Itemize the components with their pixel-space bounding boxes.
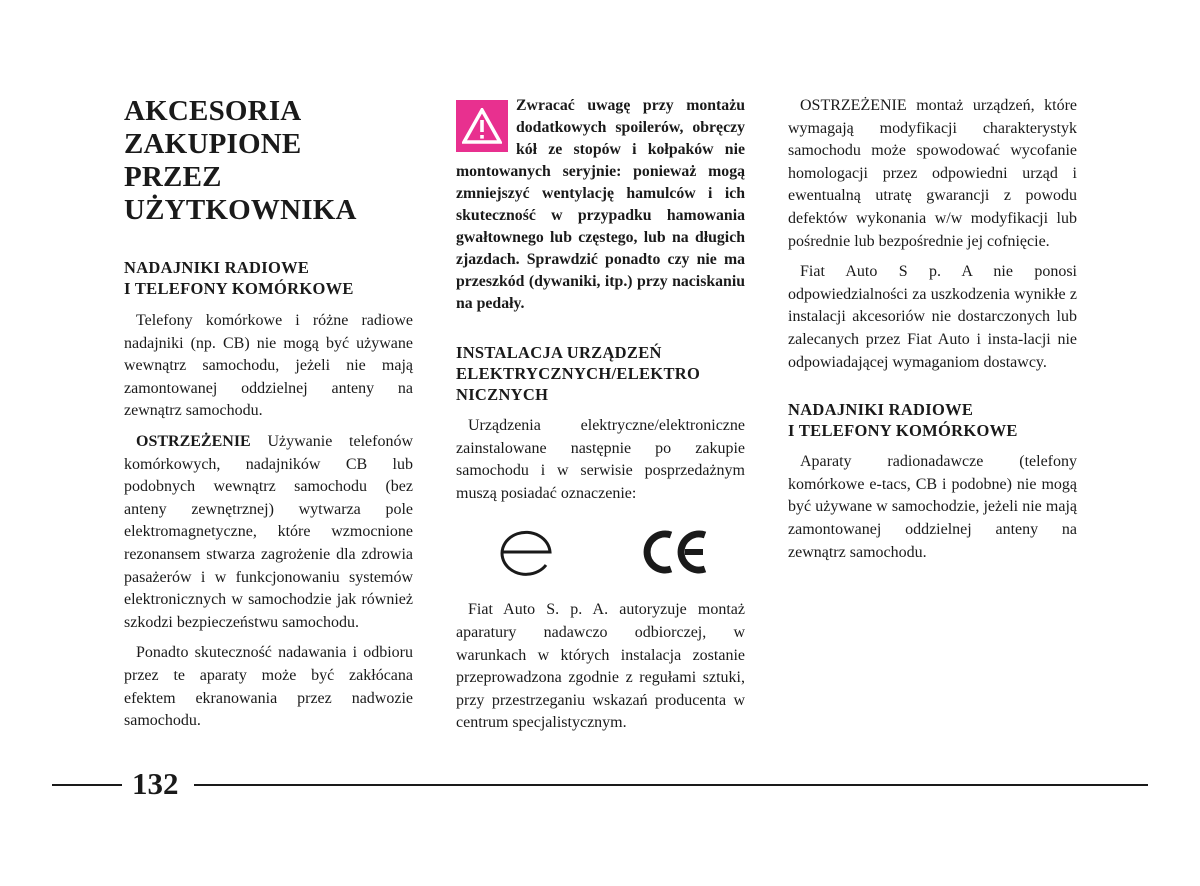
paragraph: Urządzenia elektryczne/elektroniczne zainstalowane następnie po zakupie samochodu i w serwisie posprzedażnym muszą posiadać oznaczenie: [456,417,745,502]
page-title [124,95,413,227]
paragraph: Ponadto skuteczność nadawania i odbioru przez te aparaty może być zakłócana efektem ekranowania przez nadwozie samochodu. [124,644,413,730]
ce-mark-icon [631,522,721,582]
subheading-line: NICZNYCH [456,385,549,404]
page-number: 132 [132,766,179,801]
subheading-radio-transmitters [788,399,1077,441]
warning-triangle-icon [456,100,508,152]
title-line: UŻYTKOWNIKA [124,194,357,226]
warning-paragraph [124,431,413,634]
warning-box [456,95,745,315]
column-left [124,95,413,733]
title-line: AKCESORIA [124,95,302,127]
subheading-radio-transmitters [124,257,413,299]
title-line: ZAKUPIONE [124,128,302,160]
paragraph: OSTRZEŻENIE montaż urządzeń, które wymagają modyfikacji charakterystyk samochodu może spowodować wycofanie homologacji przez odpowiedni urząd i ewentualną utratę gwarancji z powodu defektów wykonania w/w modyfikacji lub pośrednie lub bezpośrednie jej cofnięcie. [788,97,1077,250]
paragraph: Fiat Auto S p. A nie ponosi odpowiedzialności za uszkodzenia wynikłe z instalacji akcesoriów nie dostarczonych lub zalecanych przez Fiat Auto i insta-lacji nie odpowiadającej wymaganiom dostawcy. [788,263,1077,371]
subheading-line: I TELEFONY KOMÓRKOWE [124,279,354,298]
warning-paragraph-text: Używanie telefonów komórkowych, nadajników CB lub podobnych wewnątrz samochodu (bez anteny zewnętrznej) wytwarza pole elektromagnetyczne, które wzmocnione rezonansem stwarza zagrożenie dla zdrowia pasażerów i w funkcjonowaniu systemów elektronicznych w samochodzie jak również szkodzi bezpieczeństwu samochodu. [124,432,413,631]
footer-rule-right [194,784,1148,786]
subheading-electrical-installation [456,342,745,405]
column-middle [456,95,745,735]
warning-label: OSTRZEŻENIE [136,432,251,450]
certification-marks [456,513,745,591]
subheading-line: ELEKTRYCZNYCH/ELEKTRO [456,364,701,383]
subheading-line: INSTALACJA URZĄDZEŃ [456,343,662,362]
footer-rule-left [52,784,122,786]
subheading-line: I TELEFONY KOMÓRKOWE [788,421,1018,441]
warning-text: Zwracać uwagę przy montażu dodatkowych spoilerów, obręczy kół ze stopów i kołpaków nie montowanych seryjnie: ponieważ mogą zmniejszyć wentylację hamulców i ich skuteczność w przypadku hamowania gwałtownego lub częstego, lub na długich zjazdach. Sprawdzić ponadto czy nie ma przeszkód (dywaniki, itp.) przy naciskaniu na pedały. [456,97,745,312]
paragraph: Telefony komórkowe i różne radiowe nadajniki (np. CB) nie mogą być używane wewnątrz samochodu, jeżeli nie mają zamontowanej oddzielnej anteny na zewnątrz samochodu. [124,312,413,420]
title-line: PRZEZ [124,161,222,193]
e-mark-icon [481,522,571,582]
subheading-line: NADAJNIKI RADIOWE [788,400,974,420]
column-right [788,95,1077,564]
paragraph: Aparaty radionadawcze (telefony komórkowe e-tacs, CB i podobne) nie mogą być używane w samochodzie, jeżeli nie mają zamontowanej oddzielnej anteny na zewnątrz samochodu. [788,453,1077,561]
paragraph: Fiat Auto S. p. A. autoryzuje montaż aparatury nadawczo odbiorczej, w warunkach w których instalacja zostanie przeprowadzona zgodnie z regułami sztuki, przy przestrzeganiu wskazań producenta w centrum specjalistycznym. [456,601,745,732]
subheading-line: NADAJNIKI RADIOWE [124,258,310,277]
